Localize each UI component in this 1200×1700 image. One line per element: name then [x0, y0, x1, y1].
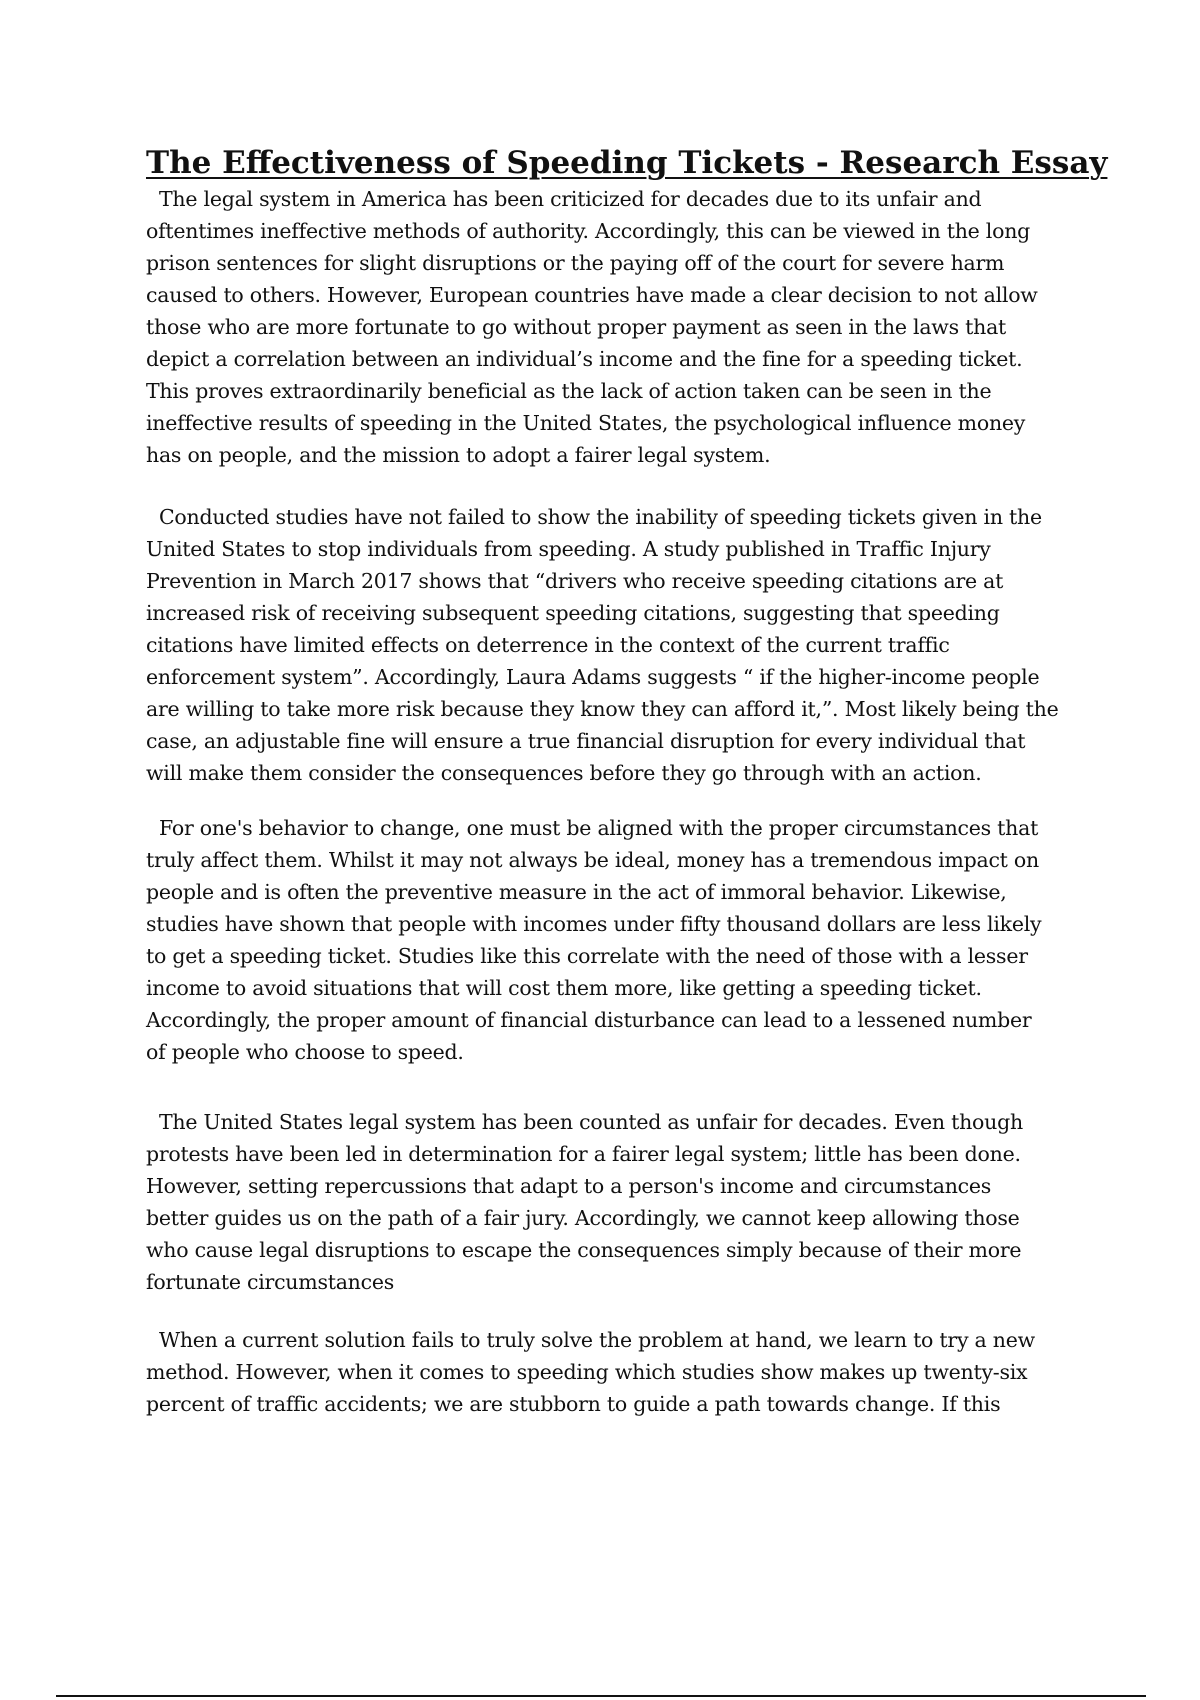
- paragraph-line: Prevention in March 2017 shows that “drivers who receive speeding citations are at: [146, 569, 1004, 593]
- paragraph-line: However, setting repercussions that adapt to a person's income and circumstances: [146, 1174, 992, 1198]
- paragraph-line: who cause legal disruptions to escape the consequences simply because of their more: [146, 1238, 1022, 1262]
- paragraph-line: income to avoid situations that will cost them more, like getting a speeding ticket.: [146, 976, 982, 1000]
- paragraph-line: truly affect them. Whilst it may not always be ideal, money has a tremendous impact on: [146, 848, 1039, 872]
- paragraph-line: fortunate circumstances: [146, 1270, 395, 1294]
- paragraph-line: will make them consider the consequences before they go through with an action.: [146, 761, 982, 785]
- paragraph-line: studies have shown that people with incomes under fifty thousand dollars are less likely: [146, 912, 1042, 936]
- paragraph-line: are willing to take more risk because they know they can afford it,”. Most likely being the: [146, 697, 1059, 721]
- paragraph-line: caused to others. However, European countries have made a clear decision to not allow: [146, 283, 1038, 307]
- paragraph-line: For one's behavior to change, one must be aligned with the proper circumstances that: [159, 816, 1039, 840]
- paragraph-line: Accordingly, the proper amount of financial disturbance can lead to a lessened number: [146, 1008, 1032, 1032]
- paragraph-line: those who are more fortunate to go without proper payment as seen in the laws that: [146, 315, 1007, 339]
- paragraph-line: depict a correlation between an individual’s income and the fine for a speeding ticket.: [146, 347, 1023, 371]
- page-bottom-rule: [56, 1695, 1146, 1697]
- paragraph-introduction: [146, 183, 1106, 471]
- paragraph-line: The United States legal system has been counted as unfair for decades. Even though: [159, 1110, 1023, 1134]
- paragraph-line: United States to stop individuals from speeding. A study published in Traffic Injury: [146, 537, 991, 561]
- paragraph-line: prison sentences for slight disruptions or the paying off of the court for severe harm: [146, 251, 1005, 275]
- paragraph-line: citations have limited effects on deterrence in the context of the current traffic: [146, 633, 950, 657]
- paragraph-studies: [146, 501, 1106, 789]
- paragraph-line: protests have been led in determination for a fairer legal system; little has been done.: [146, 1142, 1021, 1166]
- paragraph-line: The legal system in America has been criticized for decades due to its unfair and: [159, 187, 982, 211]
- paragraph-line: method. However, when it comes to speeding which studies show makes up twenty-six: [146, 1360, 1028, 1384]
- essay-title: The Effectiveness of Speeding Tickets - Research Essay: [146, 145, 1108, 181]
- paragraph-line: ineffective results of speeding in the United States, the psychological influence money: [146, 411, 1026, 435]
- paragraph-line: better guides us on the path of a fair jury. Accordingly, we cannot keep allowing those: [146, 1206, 1020, 1230]
- paragraph-line: enforcement system”. Accordingly, Laura Adams suggests “ if the higher-income people: [146, 665, 1040, 689]
- paragraph-line: of people who choose to speed.: [146, 1040, 464, 1064]
- paragraph-line: case, an adjustable fine will ensure a true financial disruption for every individual that: [146, 729, 1026, 753]
- paragraph-line: This proves extraordinarily beneficial as the lack of action taken can be seen in the: [146, 379, 992, 403]
- paragraph-line: Conducted studies have not failed to show the inability of speeding tickets given in the: [159, 505, 1042, 529]
- paragraph-line: percent of traffic accidents; we are stubborn to guide a path towards change. If this: [146, 1392, 1001, 1416]
- paragraph-line: has on people, and the mission to adopt a fairer legal system.: [146, 443, 771, 467]
- paragraph-line: oftentimes ineffective methods of authority. Accordingly, this can be viewed in the long: [146, 219, 1031, 243]
- paragraph-behavior: [146, 812, 1106, 1068]
- paragraph-conclusion: [146, 1324, 1106, 1420]
- paragraph-legal-system: [146, 1106, 1106, 1298]
- paragraph-line: increased risk of receiving subsequent speeding citations, suggesting that speeding: [146, 601, 1000, 625]
- paragraph-line: people and is often the preventive measure in the act of immoral behavior. Likewise,: [146, 880, 1007, 904]
- paragraph-line: When a current solution fails to truly solve the problem at hand, we learn to try a new: [159, 1328, 1035, 1352]
- paragraph-line: to get a speeding ticket. Studies like this correlate with the need of those with a lesser: [146, 944, 1028, 968]
